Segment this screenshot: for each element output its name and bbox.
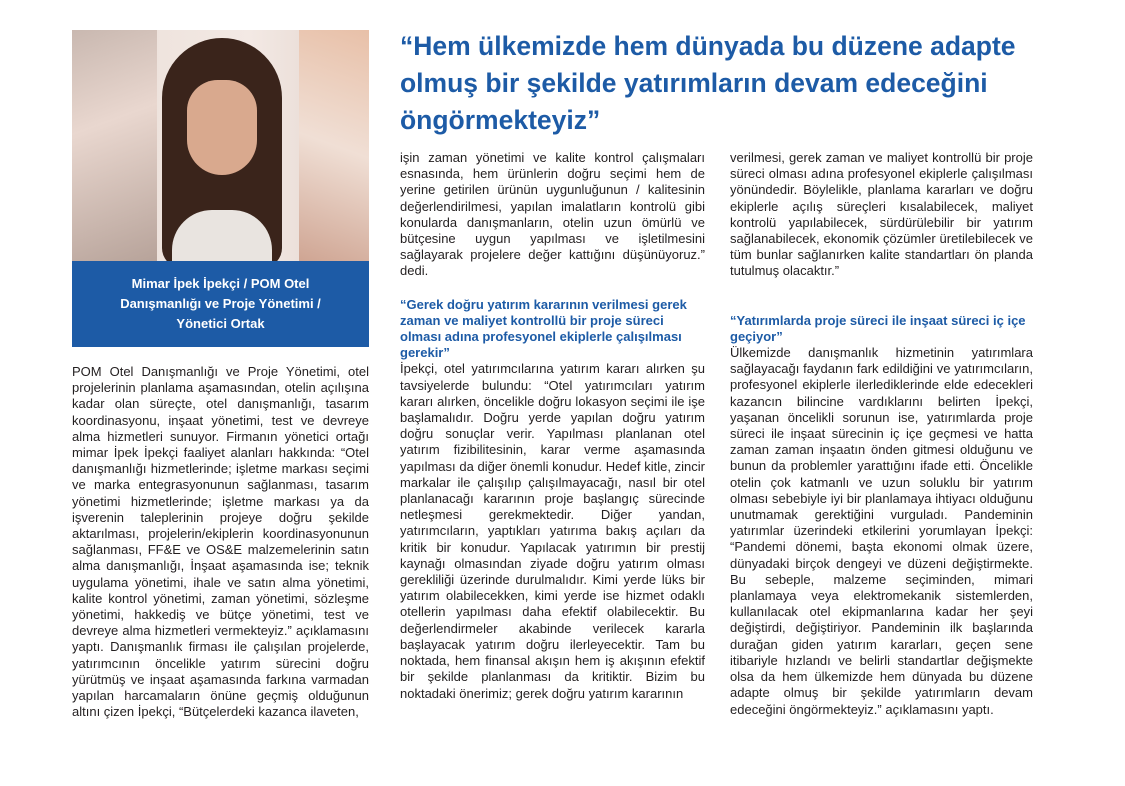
column-3-subheading: “Yatırımlarda proje süreci ile inşaat süreci iç içe geçiyor” bbox=[730, 312, 1026, 344]
column-3 bbox=[730, 150, 1033, 718]
column-1 bbox=[72, 364, 369, 720]
caption-line-3: Yönetici Ortak bbox=[176, 316, 265, 331]
caption-line-1: Mimar İpek İpekçi / POM Otel bbox=[131, 276, 310, 291]
column-2-subheading: “Gerek doğru yatırım kararının verilmesi gerek zaman ve maliyet kontrollü bir proje süreci olması adına profesyonel ekiplerle çalışılması gerekir” bbox=[400, 296, 687, 361]
background-artwork-right bbox=[299, 30, 369, 261]
column-2-paragraph-1: işin zaman yönetimi ve kalite kontrol çalışmaları esnasında, hem ürünlerin doğru seçimi hem de yerine getirilen ürünün uygunluğunun / kalitesinin değerlendirilmesi, yapılan imalatların kontrolü gibi konularda danışmanların, otelin uzun ömürlü ve bütçesine uygun yapılması ve işletilmesini sağlayarak projelere değer kattığını düşünüyoruz.” dedi. bbox=[400, 150, 705, 279]
portrait-photo bbox=[72, 30, 369, 261]
photo-caption bbox=[72, 261, 369, 347]
caption-line-2: Danışmanlığı ve Proje Yönetimi / bbox=[120, 296, 321, 311]
column-3-paragraph-2: Ülkemizde danışmanlık hizmetinin yatırımlara sağlayacağı faydanın fark edildiğini ve yatırımcıların, profesyonel ekiplerle ilerlediklerinde elde edecekleri kazancın bilincine vardıklarını belirten İpekçi, yaşanan öncelikli sorunun ise, yatırımlarda proje süreci ile inşaat sürecinin iç içe geçmesi ve hatta zaman zaman inşaatın önden gitmesi olduğunu ve bunun da problemler yarattığını ifade etti. Öncelikle otelin çok katmanlı ve uzun soluklu bir yatırım olması sebebiyle iyi bir planlamaya ihtiyacı olduğunu unutmamak gerektiğini vurguladı. Pandeminin yatırımlar üzerindeki etkilerini yorumlayan İpekçi: “Pandemi dönemi, başta ekonomi olmak üzere, dünyadaki birçok dengeyi ve düzeni değiştirmekte. Bu sebeple, malzeme seçiminden, mimari planlamaya veya elektromekanik sistemlerden, kullanılacak otel ekipmanlarına kadar her şeyi değiştirdi, değiştiriyor. Pandeminin ilk başlarında durağan giden yatırım kararları, geçen sene itibariyle hızlandı ve belirli standartlar değişmekte olsa da hem ülkemizde hem dünyada bu düzene adapte olmuş bir şekilde yatırımların devam edeceğini öngörmekteyiz.” açıklamasını yaptı. bbox=[730, 345, 1033, 717]
column-3-paragraph-1: verilmesi, gerek zaman ve maliyet kontrollü bir proje süreci olması adına profesyonel ekiplerle çalışılması yönündedir. Böylelikle, planlama kararları ve doğru ekiplerle açılış süreçleri kısalabilecek, maliyet kontrolü yapılabilecek, sürdürülebilir bir yatırım sağlanabilecek, ekonomik çözümler üretilebilecek ve tüm bunlar sağlanırken kalite standartları ön planda tutulmuş olacaktır.” bbox=[730, 150, 1033, 279]
column-2 bbox=[400, 150, 705, 702]
article-headline: “Hem ülkemizde hem dünyada bu düzene adapte olmuş bir şekilde yatırımların devam edeceğini öngörmekteyiz” bbox=[400, 31, 1016, 135]
column-1-body: POM Otel Danışmanlığı ve Proje Yönetimi, otel projelerinin planlama aşamasından, otelin açılışına kadar olan süreçte, otel danışmanlığı, tasarım koordinasyonu, inşaat yönetimi, test ve devreye alma hizmetleri sunuyor. Firmanın yönetici ortağı mimar İpek İpekçi faaliyet alanları hakkında: “Otel danışmanlığı hizmetlerinde; işletme markası seçimi ve marka entegrasyonunun sağlanması, tasarım yönetimi hizmetlerinde; işletme markası ya da işverenin taleplerinin projeye doğru şekilde aktarılması, projelerin/ekiplerin koordinasyonunun sağlanması, FF&E ve OS&E malzemelerinin satın alma danışmanlığı, İnşaat aşamasında ise; teknik uygulama yönetimi, ihale ve satın alma yönetimi, kalite kontrol yönetimi, zaman yönetimi, sözleşme yönetimi, hakkediş ve bütçe yönetimi, test ve devreye alma hizmetleri vermekteyiz.” açıklamasını yaptı. Danışmanlık firması ile çalışılan projelerde, yatırımcının öncelikle yatırım sürecini doğru yürütmüş ve inşaat aşamasında farkına varmadan yapılan harcamaların önüne geçmiş olduğunun altını çizen İpekçi, “Bütçelerdeki kazanca ilaveten, bbox=[72, 364, 369, 720]
portrait-face bbox=[187, 80, 257, 175]
background-artwork-left bbox=[72, 30, 157, 261]
column-2-paragraph-2: İpekçi, otel yatırımcılarına yatırım kararı alırken şu tavsiyelerde bulundu: “Otel yatırımcıları yatırım kararı alırken, öncelikle doğru lokasyon seçimi ile işe başlamalıdır. Doğru yerde yapılan doğru yatırım doğru sonuçlar verir. Yapılması planlanan otel yatırım fizibilitesinin, karar verme aşamasında yapılması da diğer önemli konudur. Hedef kitle, zincir markalar ile çalışılıp çalışılmayacağı, nasıl bir otel planlanacağı kararının proje başlangıç sürecinde netleşmesi gerekmektedir. Diğer yandan, yatırımcıların, yaptıkları yatırıma bakış açıları da kritik bir konudur. Yapılacak yatırımın bir prestij kaynağı olmasından ziyade doğru yatırım olması gerekliliği üzerinde durulmalıdır. Kimi yerde lüks bir yatırım olabilecekken, kimi yerde ise hizmet odaklı otellerin yapılması daha efektif olabilecektir. Bu değerlendirmeler akabinde verilecek kararla başlayacak yatırım doğru ilerleyecektir. Tam bu noktada, hem finansal akışın hem iş akışının efektif bir şekilde planlanması da kritiktir. Bizim bu noktadaki önerimiz; gerek doğru yatırım kararının bbox=[400, 361, 705, 701]
